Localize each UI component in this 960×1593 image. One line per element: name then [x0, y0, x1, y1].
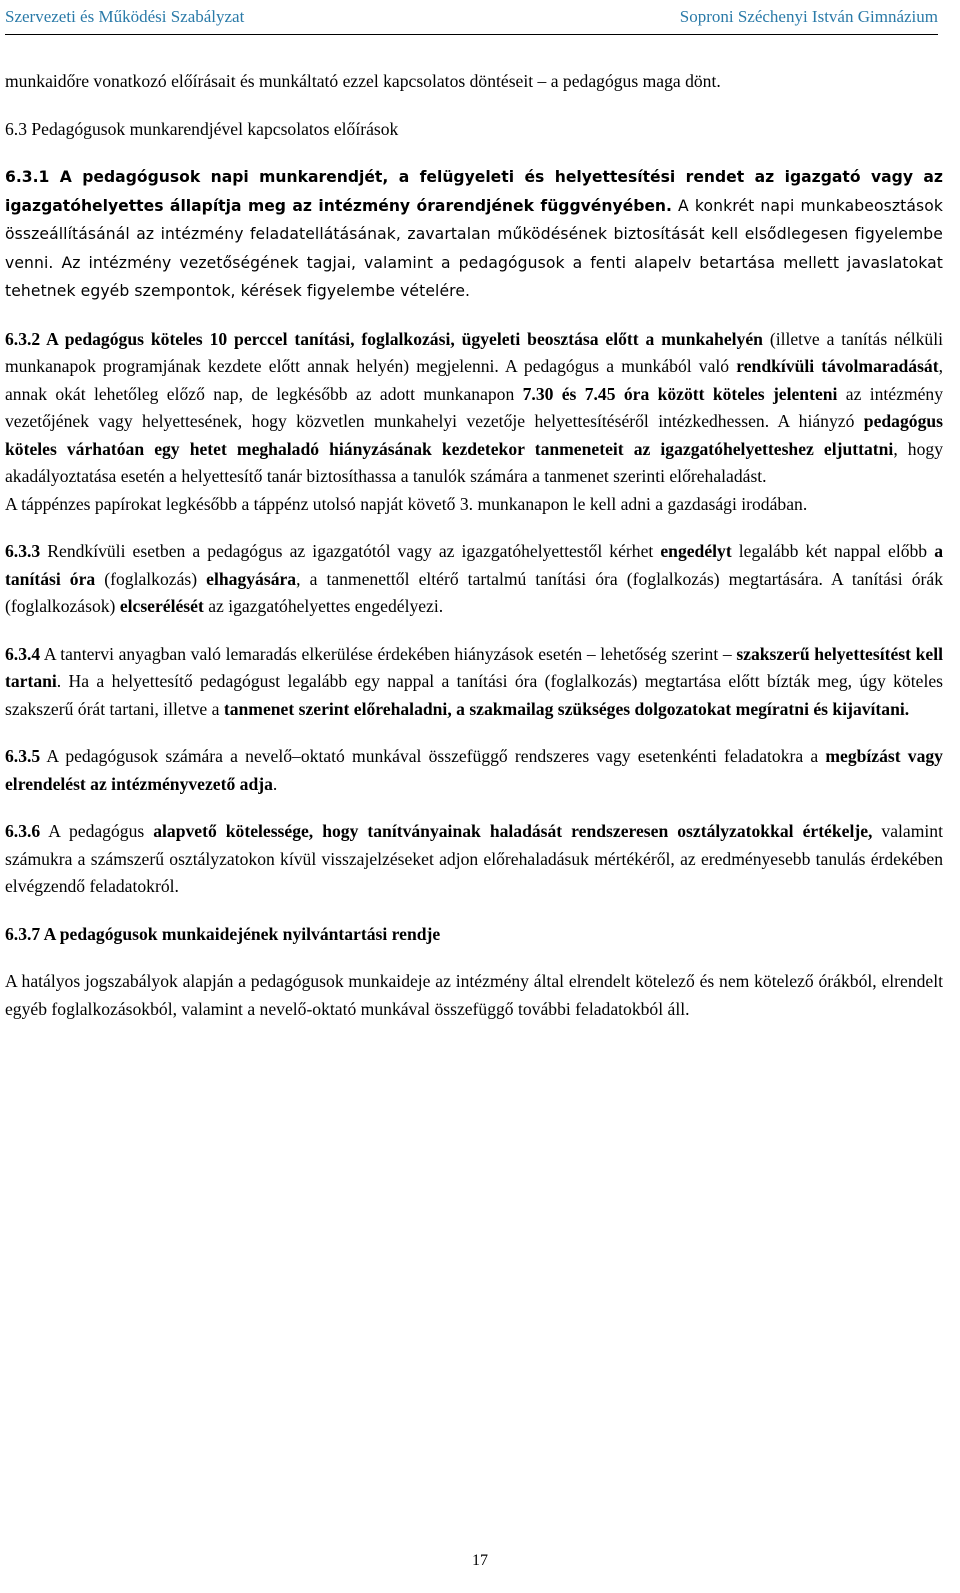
- header-document-title: Szervezeti és Működési Szabályzat: [5, 7, 245, 26]
- paragraph-6-3-2-sick-leave: A táppénzes papírokat legkésőbb a táppénz utolsó napját követő 3. munkanapon le kell adni a gazdasági irodában.: [5, 493, 808, 514]
- text: (illetve a tanítás nélküli munkanapok programjának kezdete előtt annak helyén) megjelenni. A pedagógus a munkából való: [5, 328, 943, 376]
- paragraph-number: 6.3.3: [5, 541, 41, 561]
- text: Rendkívüli esetben a pedagógus az igazgatótól vagy az igazgatóhelyettestől kérhet: [40, 541, 661, 561]
- text: .: [272, 773, 278, 794]
- text: legalább két nappal előbb: [731, 541, 935, 561]
- emphasis: alapvető kötelessége, hogy tanítványainak haladását rendszeresen osztályzatokkal értékelje,: [153, 821, 873, 841]
- paragraph-6-3-4: [5, 641, 943, 724]
- emphasis: szakszerű helyettesítést kell tartani: [5, 643, 943, 691]
- paragraph-number: 6.3.5: [5, 746, 41, 766]
- text: A tantervi anyagban való lemaradás elkerülése érdekében hiányzások esetén – lehetőség szerint –: [40, 643, 737, 664]
- text: (foglalkozás): [95, 568, 207, 589]
- paragraph-number: 6.3.6: [5, 821, 41, 841]
- page-header: [5, 0, 938, 35]
- paragraph-6-3-1: [5, 163, 943, 306]
- paragraph-6-3-1-heading: 6.3.1 A pedagógusok napi munkarendjét, a felügyeleti és helyettesítési rendet az igazgató vagy az igazgatóhelyettes állapítja meg az intézmény órarendjének függvényében.: [5, 168, 943, 215]
- emphasis: rendkívüli távolmaradását: [736, 356, 939, 376]
- paragraph-6-3-2-heading: 6.3.2 A pedagógus köteles 10 perccel tanítási, foglalkozási, ügyeleti beosztása előtt a munkahelyén: [5, 328, 763, 349]
- paragraph-number: 6.3.4: [5, 643, 41, 664]
- emphasis: engedélyt: [660, 541, 732, 561]
- page-number: 17: [472, 1552, 488, 1569]
- paragraph-6-3-1-text: A konkrét napi munkabeosztások összeállításánál az intézmény feladatellátásának, zavartalan működésének biztosítását kell elsődlegesen figyelembe venni. Az intézmény vezetőségének tagjai, valamint a pedagógusok a fenti alapelv betartása mellett javaslatokat tehetnek egyéb szempontok, kérések figyelembe vételére.: [5, 196, 943, 300]
- document-body: [5, 68, 943, 1023]
- header-school-name: Soproni Széchenyi István Gimnázium: [679, 7, 938, 26]
- text: , a tanmenettől eltérő tartalmú tanítási óra (foglalkozás) megtartására. A tanítási órák (foglalkozások): [5, 568, 943, 616]
- text: valamint számukra a számszerű osztályzatokon kívül visszajelzéseket adjon előrehaladásuk mértékéről, az eredményesebb tanulás érdekében elvégzendő feladatokról.: [5, 821, 943, 896]
- text: . Ha a helyettesítő pedagógust legalább egy nappal a tanítási óra (foglalkozás) megtartása előtt bízták meg, úgy köteles szakszerű órát tartani, illetve a: [5, 671, 943, 719]
- emphasis: 7.30 és 7.45 óra között köteles jelenteni: [522, 383, 838, 404]
- text: A pedagógusok számára a nevelő–oktató munkával összefüggő rendszeres vagy esetenkénti feladatokra a: [40, 746, 826, 766]
- paragraph-6-3-6: [5, 818, 943, 901]
- paragraph-6-3-2: [5, 326, 943, 491]
- text: az igazgatóhelyettes engedélyezi.: [203, 596, 444, 616]
- section-heading-6-3: 6.3 Pedagógusok munkarendjével kapcsolatos előírások: [5, 118, 399, 139]
- text: az intézmény vezetőjének vagy helyettesének, hogy közvetlen munkahelyi vezetője helyettesítéséről intézkedhessen. A hiányzó: [5, 383, 943, 431]
- emphasis: tanmenet szerint előrehaladni, a szakmailag szükséges dolgozatokat megíratni és kijavítani.: [223, 698, 910, 719]
- text: , annak okát lehetőleg előző nap, de legkésőbb az adott munkanapon: [5, 356, 943, 404]
- paragraph-6-3-3: [5, 538, 943, 621]
- text: , hogy akadályoztatása esetén a helyettesítő tanár biztosíthassa a tanulók számára a tanmenet szerinti előrehaladást.: [5, 438, 943, 486]
- emphasis: pedagógus köteles várhatóan egy hetet meghaladó hiányzásának kezdetekor tanmeneteit az igazgatóhelyetteshez eljuttatni: [5, 411, 943, 459]
- paragraph-6-3-7: A hatályos jogszabályok alapján a pedagógusok munkaideje az intézmény által elrendelt kötelező és nem kötelező órákból, elrendelt egyéb foglalkozásokból, valamint a nevelő-oktató munkával összefüggő további feladatokból áll.: [5, 971, 943, 1019]
- emphasis: elhagyására: [206, 568, 297, 589]
- emphasis: a tanítási óra: [5, 541, 943, 589]
- text: A pedagógus: [40, 821, 154, 841]
- paragraph-6-3-5: [5, 743, 943, 798]
- emphasis: megbízást vagy elrendelést az intézményvezető adja: [5, 746, 943, 794]
- section-heading-6-3-7: 6.3.7 A pedagógusok munkaidejének nyilvántartási rendje: [5, 923, 441, 944]
- intro-paragraph: munkaidőre vonatkozó előírásait és munkáltató ezzel kapcsolatos döntéseit – a pedagógus maga dönt.: [5, 71, 721, 91]
- emphasis: elcserélését: [119, 596, 204, 616]
